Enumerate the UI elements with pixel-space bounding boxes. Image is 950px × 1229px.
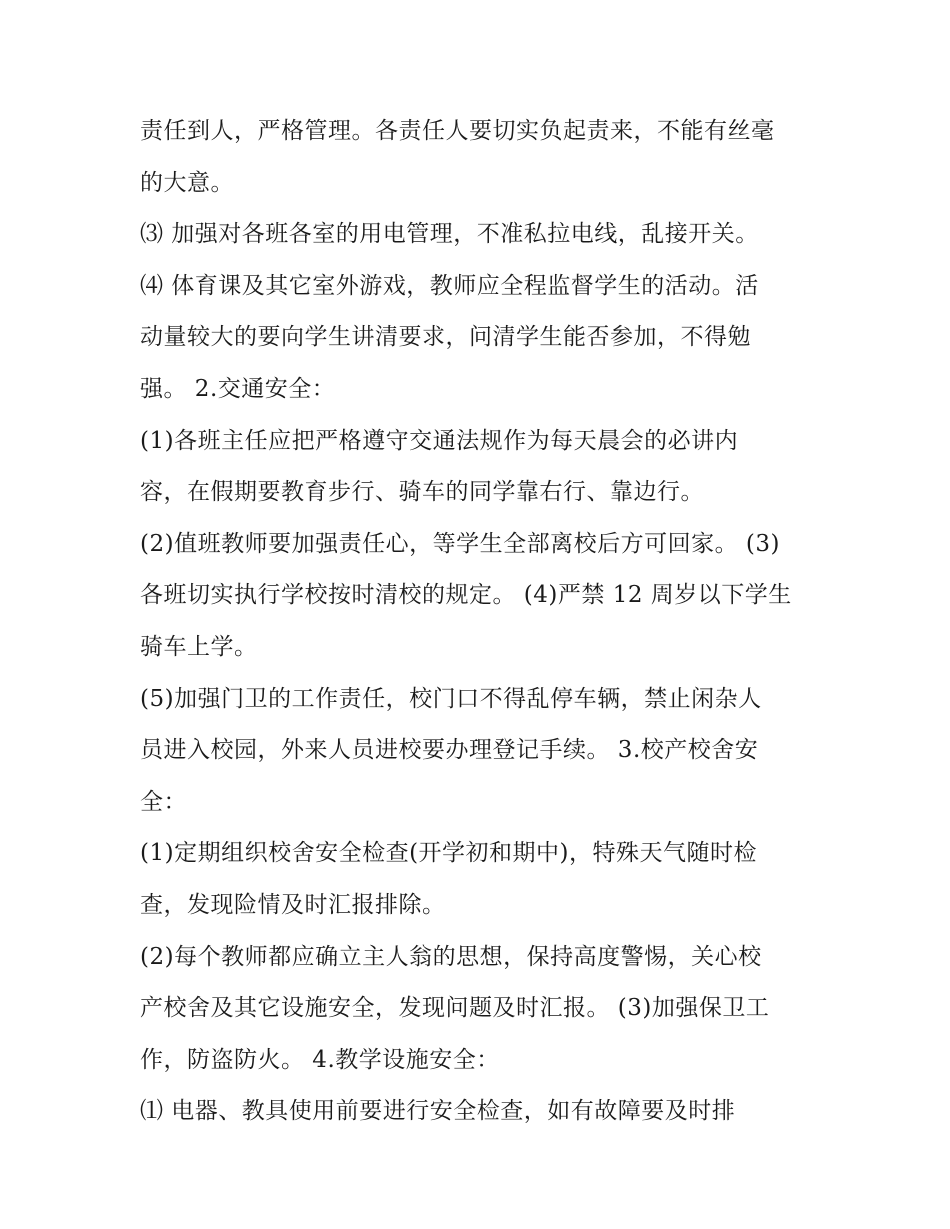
text-line: 的大意。 bbox=[140, 169, 234, 196]
text-line: ⑷ 体育课及其它室外游戏，教师应全程监督学生的活动。活 bbox=[140, 272, 759, 299]
text-line: 骑车上学。 bbox=[140, 633, 258, 660]
text-line: 各班切实执行学校按时清校的规定。 (4)严禁 12 周岁以下学生 bbox=[140, 582, 792, 609]
text-line: (1)各班主任应把严格遵守交通法规作为每天晨会的必讲内 bbox=[140, 427, 739, 454]
text-line: 责任到人，严格管理。各责任人要切实负起责来，不能有丝毫 bbox=[140, 118, 775, 144]
text-line: 动量较大的要向学生讲清要求，问清学生能否参加，不得勉 bbox=[140, 324, 751, 351]
text-line: 全： bbox=[140, 788, 187, 815]
text-line: (2)每个教师都应确立主人翁的思想，保持高度警惕，关心校 bbox=[140, 943, 762, 970]
text-line: (2)值班教师要加强责任心，等学生全部离校后方可回家。 (3) bbox=[140, 530, 780, 557]
text-line: 员进入校园，外来人员进校要办理登记手续。 3.校产校舍安 bbox=[140, 737, 759, 764]
text-line: 强。 2.交通安全： bbox=[140, 375, 336, 402]
text-line: 容，在假期要教育步行、骑车的同学靠右行、靠边行。 bbox=[140, 479, 704, 506]
document-body bbox=[140, 106, 820, 1138]
text-line: (5)加强门卫的工作责任，校门口不得乱停车辆，禁止闲杂人 bbox=[140, 685, 762, 712]
text-line: 查，发现险情及时汇报排除。 bbox=[140, 891, 446, 918]
text-line: (1)定期组织校舍安全检查(开学初和期中)，特殊天气随时检 bbox=[140, 840, 758, 867]
text-line: 产校舍及其它设施安全，发现问题及时汇报。 (3)加强保卫工 bbox=[140, 995, 770, 1022]
text-line: ⑴ 电器、教具使用前要进行安全检查，如有故障要及时排 bbox=[140, 1098, 736, 1125]
text-line: 作，防盗防火。 4.教学设施安全： bbox=[140, 1046, 500, 1073]
text-line: ⑶ 加强对各班各室的用电管理，不准私拉电线，乱接开关。 bbox=[140, 221, 759, 248]
